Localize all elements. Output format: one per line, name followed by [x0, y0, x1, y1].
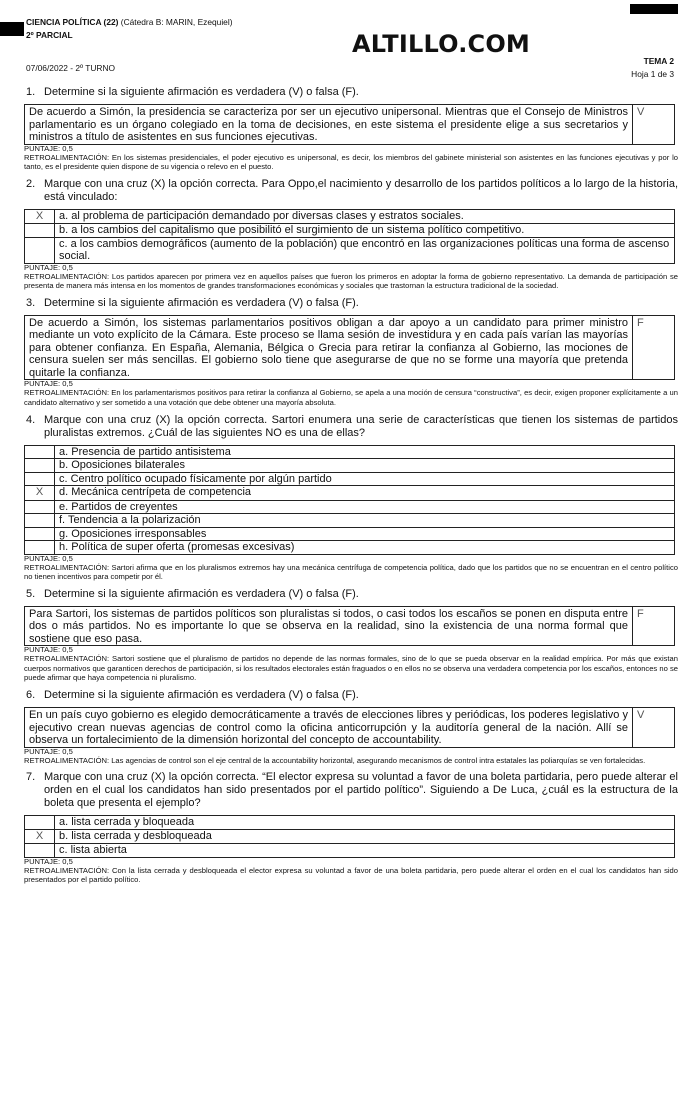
- option-mark-cell[interactable]: [25, 224, 55, 238]
- option-mark-cell[interactable]: X: [25, 486, 55, 501]
- option-text: e. Partidos de creyentes: [55, 500, 675, 514]
- question-block: [0, 86, 700, 172]
- option-text: c. a los cambios demográficos (aumento de la población) que encontró en las organizaciones políticas una forma de ascenso social.: [55, 237, 675, 263]
- option-mark-cell[interactable]: [25, 844, 55, 858]
- score-label: PUNTAJE: 0,5: [24, 856, 73, 866]
- redaction-bar-right: [630, 4, 678, 14]
- option-row[interactable]: [25, 224, 675, 238]
- option-mark-cell[interactable]: [25, 527, 55, 541]
- option-mark-cell[interactable]: X: [25, 209, 55, 224]
- answer-cell[interactable]: V: [633, 708, 675, 748]
- statement-table: [24, 707, 675, 748]
- score-label: PUNTAJE: 0,5: [24, 143, 73, 153]
- question-number: 1.: [26, 86, 36, 98]
- exam-questions: [0, 80, 700, 885]
- statement-text: De acuerdo a Simón, la presidencia se caracteriza por ser un ejecutivo unipersonal. Mientras que el Consejo de Ministros parlamentario es un órgano colegiado en la toma de decisiones, en este sistema el presidente elige a sus secretarios y ministros a título de asistentes en sus funciones ejecutivas.: [25, 105, 633, 145]
- score-label: PUNTAJE: 0,5: [24, 746, 73, 756]
- option-text: b. a los cambios del capitalismo que posibilitó el surgimiento de un sistema político competitivo.: [55, 224, 675, 238]
- option-mark-cell[interactable]: [25, 514, 55, 528]
- question-prompt: [26, 588, 678, 601]
- page-number: Hoja 1 de 3: [631, 69, 674, 79]
- question-number: 3.: [26, 296, 36, 309]
- statement-text: De acuerdo a Simón, los sistemas parlamentarios positivos obligan a dar apoyo a un candidato para primer ministro mediante un voto explícito de la Cámara. Este proceso se llama sesión de investidura y en cada país varían las mayorías para obtener confianza. En España, Alemania, Bélgica o Grecia para retirar la confianza al Gobierno, las mociones de censura suelen ser más sencillas. El gobierno solo tiene que asegurarse de que no se forme una mayoría que pretenda quitarle la confianza.: [25, 315, 633, 380]
- exam-date: 07/06/2022 - 2º TURNO: [26, 63, 116, 73]
- question-prompt: [26, 414, 678, 440]
- feedback-text: RETROALIMENTACIÓN: En los parlamentarismos positivos para retirar la confianza al Gobierno, se apela a una moción de censura “constructiva”, es decir, exigen proponer explícitamente a un candidato alternativo y ser sometido a una votación que debe obtener una mayoría absoluta.: [24, 388, 678, 407]
- question-text: Marque con una cruz (X) la opción correcta. Para Oppo,el nacimiento y desarrollo de los partidos políticos a lo largo de la historia, está vinculado:: [44, 177, 678, 203]
- answer-cell[interactable]: V: [633, 105, 675, 145]
- statement-text: En un país cuyo gobierno es elegido democráticamente a través de elecciones libres y periódicas, los poderes legislativo y ejecutivo crean nuevas agencias de control como la oficina anticorrupción y la auditoría general de la nación. Allí se observa un fortalecimiento de la dimensión horizontal del concepto de accountability.: [25, 708, 633, 748]
- site-logo: ALTILLO.COM: [352, 30, 531, 58]
- question-prompt: [26, 771, 678, 810]
- statement-row: [25, 105, 675, 145]
- option-row[interactable]: [25, 459, 675, 473]
- options-table: [24, 445, 675, 555]
- exam-partial: 2º PARCIAL: [26, 30, 73, 40]
- option-mark-cell[interactable]: [25, 472, 55, 486]
- feedback-text: RETROALIMENTACIÓN: En los sistemas presidenciales, el poder ejecutivo es unipersonal, es decir, los miembros del gabinete ministerial son asistentes en las funciones ejecutivas y por lo tanto, es el presidente quien dispone de su vigencia o relevo en el puesto.: [24, 152, 678, 172]
- question-number: 7.: [26, 771, 36, 784]
- option-row[interactable]: [25, 209, 675, 224]
- option-row[interactable]: [25, 541, 675, 555]
- question-block: [0, 414, 700, 582]
- statement-table: [24, 104, 675, 145]
- question-prompt: [26, 689, 678, 702]
- option-mark-cell[interactable]: [25, 459, 55, 473]
- option-text: b. Oposiciones bilaterales: [55, 459, 675, 473]
- option-text: g. Oposiciones irresponsables: [55, 527, 675, 541]
- score-label: PUNTAJE: 0,5: [24, 379, 73, 389]
- course-chair: (Cátedra B: MARIN, Ezequiel): [120, 17, 233, 27]
- option-row[interactable]: [25, 445, 675, 459]
- answer-cell[interactable]: F: [633, 315, 675, 380]
- course-name: CIENCIA POLÍTICA (22): [26, 17, 119, 27]
- question-block: [0, 588, 700, 683]
- option-text: a. al problema de participación demandado por diversas clases y estratos sociales.: [55, 209, 675, 224]
- option-mark-cell[interactable]: [25, 237, 55, 263]
- option-text: h. Política de super oferta (promesas excesivas): [55, 541, 675, 555]
- question-number: 4.: [26, 413, 36, 426]
- question-prompt: [26, 297, 678, 310]
- option-row[interactable]: [25, 472, 675, 486]
- feedback-text: RETROALIMENTACIÓN: Las agencias de control son el eje central de la accountability horizontal, asegurando mecanismos de control intra estatales las poliarquías se ven fortalecidas.: [24, 755, 646, 765]
- option-mark-cell[interactable]: X: [25, 829, 55, 844]
- option-row[interactable]: [25, 816, 675, 830]
- statement-table: [24, 315, 675, 381]
- course-title: [26, 17, 233, 27]
- option-mark-cell[interactable]: [25, 445, 55, 459]
- option-text: b. lista cerrada y desbloqueada: [55, 829, 675, 844]
- feedback-text: RETROALIMENTACIÓN: Con la lista cerrada y desbloqueada el elector expresa su voluntad a favor de una boleta partidaria, pero puede alterar el orden en el cual los candidatos han sido presentados por el partido político.: [24, 865, 678, 885]
- question-text: Determine si la siguiente afirmación es verdadera (V) o falsa (F).: [44, 689, 359, 702]
- option-row[interactable]: [25, 829, 675, 844]
- feedback-text: RETROALIMENTACIÓN: Sartori afirma que en los pluralismos extremos hay una mecánica centrífuga de competencia política, dado que los partidos que no se encuentran en el centro político no tienen incentivos para competir por él.: [24, 562, 678, 582]
- score-label: PUNTAJE: 0,5: [24, 553, 73, 563]
- question-number: 5.: [26, 587, 36, 600]
- statement-row: [25, 315, 675, 380]
- option-text: f. Tendencia a la polarización: [55, 514, 675, 528]
- option-row[interactable]: [25, 514, 675, 528]
- question-block: [0, 178, 700, 291]
- question-number: 2.: [26, 177, 36, 190]
- question-block: [0, 771, 700, 885]
- statement-text: Para Sartori, los sistemas de partidos políticos son pluralistas si todos, o casi todos los escaños se ponen en disputa entre dos o más partidos. No es importante lo que se observa en la realidad, sino la existencia de una norma formal que sostiene que eso pasa.: [25, 606, 633, 646]
- redaction-bar-left: [0, 22, 24, 36]
- score-label: PUNTAJE: 0,5: [24, 262, 73, 272]
- question-text: Determine si la siguiente afirmación es verdadera (V) o falsa (F).: [44, 296, 359, 309]
- score-label: PUNTAJE: 0,5: [24, 645, 73, 655]
- question-text: Marque con una cruz (X) la opción correcta. Sartori enumera una serie de características que tienen los sistemas de partidos pluralistas extremos. ¿Cuál de las siguientes NO es una de ellas?: [44, 413, 678, 439]
- options-table: [24, 209, 675, 264]
- options-table: [24, 815, 675, 858]
- option-mark-cell[interactable]: [25, 500, 55, 514]
- question-prompt: [26, 86, 678, 99]
- statement-row: [25, 606, 675, 646]
- question-text: Marque con una cruz (X) la opción correcta. “El elector expresa su voluntad a favor de una boleta partidaria, pero puede alterar el orden en el cual los candidatos han sido presentados por el partido político”. Siguiendo a De Luca, ¿cuál es la estructura de la boleta que presenta el ejemplo?: [44, 771, 678, 810]
- option-mark-cell[interactable]: [25, 541, 55, 555]
- feedback-text: RETROALIMENTACIÓN: Sartori sostiene que el pluralismo de partidos no depende de las normas formales, sino de lo que se pueda observar en la realidad empírica. Por más que existan cuerpos normativos que garanticen derechos de participación, si los resultados electorales están fraguados o en ellos no se observa una verdadera competencia por los escaños, entonces no se puede afirmar que haya competencia ni pluralismo.: [24, 654, 678, 683]
- question-text: Determine si la siguiente afirmación es verdadera (V) o falsa (F).: [44, 86, 359, 98]
- option-text: c. Centro político ocupado físicamente por algún partido: [55, 472, 675, 486]
- option-row[interactable]: [25, 500, 675, 514]
- option-row[interactable]: [25, 486, 675, 501]
- feedback-text: RETROALIMENTACIÓN: Los partidos aparecen por primera vez en aquellos países que fueron los primeros en adoptar la forma de gobierno representativo. La demanda de participación se presenta de manera más intensa en los momentos de grandes transformaciones económicas y sociales que trastornan la estructura tradicional de la sociedad.: [24, 271, 678, 291]
- exam-tema: TEMA 2: [643, 56, 674, 66]
- option-text: a. Presencia de partido antisistema: [55, 445, 675, 459]
- option-text: d. Mecánica centrípeta de competencia: [55, 486, 675, 501]
- statement-table: [24, 606, 675, 647]
- question-block: [0, 689, 700, 765]
- option-row[interactable]: [25, 844, 675, 858]
- option-text: c. lista abierta: [55, 844, 675, 858]
- question-block: [0, 297, 700, 408]
- question-number: 6.: [26, 689, 36, 702]
- question-text: Determine si la siguiente afirmación es verdadera (V) o falsa (F).: [44, 587, 359, 600]
- option-text: a. lista cerrada y bloqueada: [55, 816, 675, 830]
- option-mark-cell[interactable]: [25, 816, 55, 830]
- question-prompt: [26, 178, 678, 204]
- statement-row: [25, 708, 675, 748]
- answer-cell[interactable]: F: [633, 606, 675, 646]
- option-row[interactable]: [25, 527, 675, 541]
- option-row[interactable]: [25, 237, 675, 263]
